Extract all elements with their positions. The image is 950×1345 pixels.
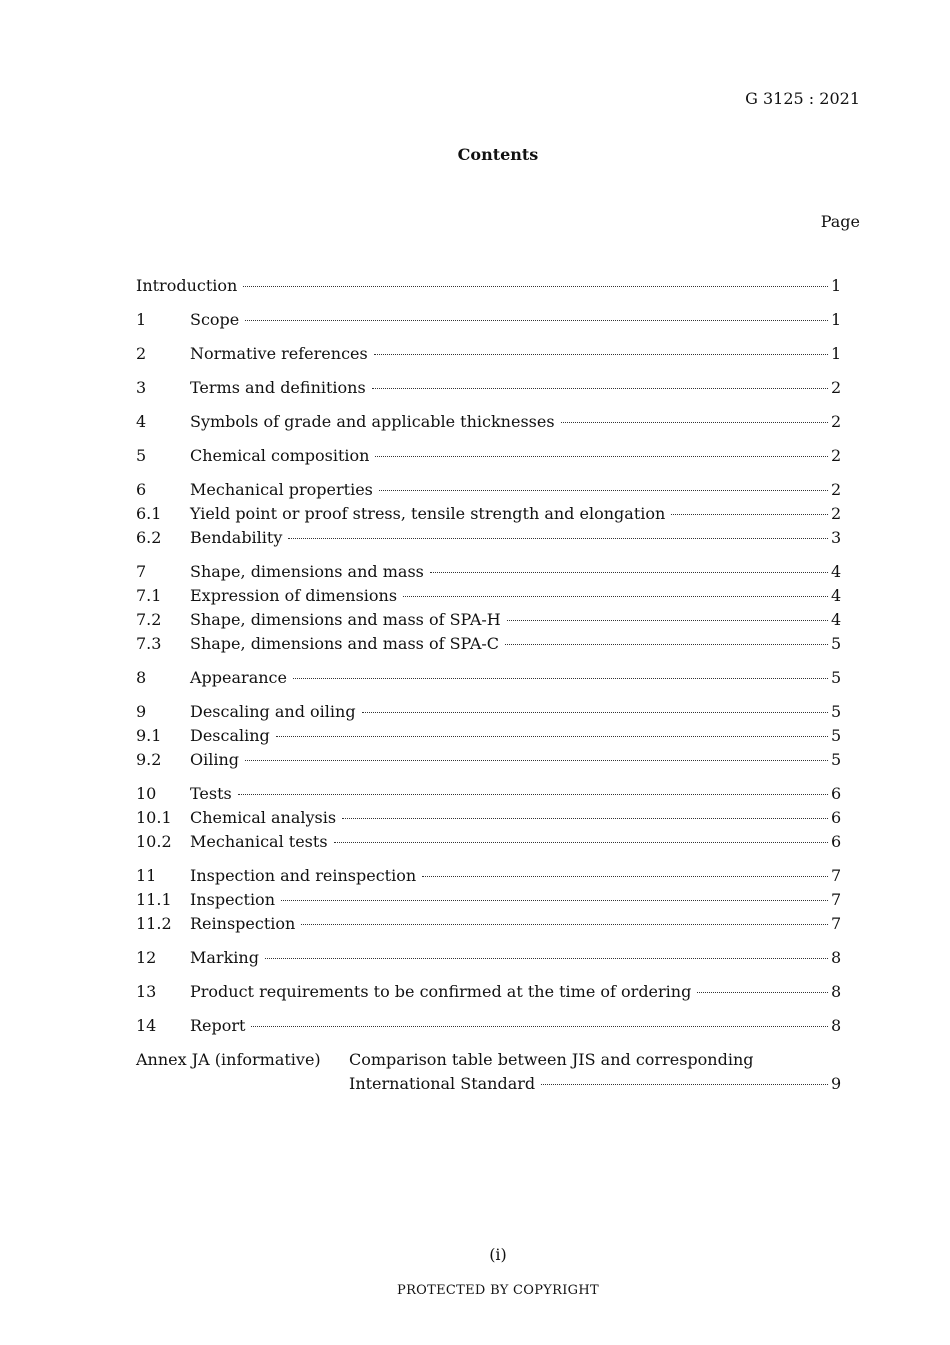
toc-entry-title: Inspection and reinspection bbox=[190, 866, 417, 885]
toc-entry-title: Normative references bbox=[190, 344, 368, 363]
toc-entry-page-number: 2 bbox=[831, 480, 842, 499]
toc-entry-number: 10.1 bbox=[136, 808, 172, 827]
toc-entry-title: Marking bbox=[190, 948, 259, 967]
toc-entry-title: Inspection bbox=[190, 890, 275, 909]
toc-entry-title: Descaling and oiling bbox=[190, 702, 356, 721]
copyright-notice: PROTECTED BY COPYRIGHT bbox=[397, 1283, 599, 1298]
toc-entry-number: 9.1 bbox=[136, 726, 162, 745]
toc-entry[interactable] bbox=[136, 702, 841, 726]
dot-leader bbox=[245, 760, 828, 761]
toc-entry[interactable] bbox=[136, 412, 841, 436]
toc-entry-number: 10 bbox=[136, 784, 157, 803]
annex-title-line2: International Standard bbox=[349, 1074, 536, 1093]
toc-entry-page-number: 6 bbox=[831, 784, 842, 803]
toc-entry-page-number: 2 bbox=[831, 378, 842, 397]
toc-entry-page-number: 1 bbox=[831, 310, 842, 329]
dot-leader bbox=[265, 958, 828, 959]
toc-entry-page-number: 5 bbox=[831, 750, 842, 769]
toc-entry-title: Symbols of grade and applicable thicknesses bbox=[190, 412, 555, 431]
toc-entry-page-number: 7 bbox=[831, 866, 842, 885]
toc-entry-page-number: 4 bbox=[831, 586, 842, 605]
toc-entry-number: 7.2 bbox=[136, 610, 162, 629]
toc-entry-title: Shape, dimensions and mass of SPA-H bbox=[190, 610, 501, 629]
toc-entry-page-number: 8 bbox=[831, 948, 842, 967]
toc-entry-page-number: 6 bbox=[831, 808, 842, 827]
annex-page-number: 9 bbox=[831, 1074, 842, 1093]
toc-entry[interactable] bbox=[136, 982, 841, 1006]
dot-leader bbox=[245, 320, 828, 321]
toc-entry-number: 13 bbox=[136, 982, 157, 1001]
toc-entry-number: 11 bbox=[136, 866, 157, 885]
toc-entry-title: Oiling bbox=[190, 750, 240, 769]
toc-entry[interactable] bbox=[136, 914, 841, 938]
toc-entry-number: 7.3 bbox=[136, 634, 162, 653]
toc-entry-page-number: 3 bbox=[831, 528, 842, 547]
toc-entry-title: Terms and definitions bbox=[190, 378, 366, 397]
toc-entry-title: Expression of dimensions bbox=[190, 586, 398, 605]
toc-entry[interactable] bbox=[136, 276, 841, 300]
toc-entry-page-number: 5 bbox=[831, 634, 842, 653]
toc-entry-title: Mechanical tests bbox=[190, 832, 328, 851]
toc-entry-number: 3 bbox=[136, 378, 147, 397]
toc-entry-number: 11.1 bbox=[136, 890, 172, 909]
toc-entry-page-number: 8 bbox=[831, 1016, 842, 1035]
dot-leader bbox=[375, 456, 828, 457]
toc-entry-page-number: 5 bbox=[831, 702, 842, 721]
toc-entry-number: 9 bbox=[136, 702, 147, 721]
toc-entry[interactable] bbox=[136, 784, 841, 808]
page-column-label: Page bbox=[820, 212, 860, 231]
toc-entry-title: Descaling bbox=[190, 726, 270, 745]
footer-page-number: (i) bbox=[489, 1245, 507, 1264]
toc-entry-page-number: 2 bbox=[831, 446, 842, 465]
toc-entry[interactable] bbox=[136, 808, 841, 832]
toc-entry-title: Appearance bbox=[190, 668, 287, 687]
toc-entry-title: Introduction bbox=[136, 276, 238, 295]
toc-entry-number: 1 bbox=[136, 310, 147, 329]
toc-entry-page-number: 6 bbox=[831, 832, 842, 851]
toc-entry[interactable] bbox=[136, 832, 841, 856]
toc-entry-number: 4 bbox=[136, 412, 147, 431]
toc-entry-title: Report bbox=[190, 1016, 246, 1035]
toc-entry[interactable] bbox=[136, 948, 841, 972]
toc-entry-page-number: 8 bbox=[831, 982, 842, 1001]
toc-entry[interactable] bbox=[136, 668, 841, 692]
toc-entry-number: 7.1 bbox=[136, 586, 162, 605]
toc-entry-title: Reinspection bbox=[190, 914, 296, 933]
toc-entry-title: Chemical analysis bbox=[190, 808, 337, 827]
toc-entry-title: Shape, dimensions and mass bbox=[190, 562, 424, 581]
toc-entry-page-number: 4 bbox=[831, 562, 842, 581]
toc-entry-number: 5 bbox=[136, 446, 147, 465]
toc-annex-entry[interactable] bbox=[136, 1050, 841, 1098]
toc-entry-page-number: 7 bbox=[831, 890, 842, 909]
toc-entry-page-number: 7 bbox=[831, 914, 842, 933]
dot-leader bbox=[362, 712, 828, 713]
toc-entry-title: Chemical composition bbox=[190, 446, 370, 465]
annex-title-line1: Comparison table between JIS and corresponding bbox=[349, 1050, 754, 1069]
toc-entry-number: 8 bbox=[136, 668, 147, 687]
dot-leader bbox=[281, 900, 828, 901]
toc-entry-number: 6 bbox=[136, 480, 147, 499]
toc-entry[interactable] bbox=[136, 1016, 841, 1040]
dot-leader bbox=[243, 286, 828, 287]
toc-entry[interactable] bbox=[136, 750, 841, 774]
annex-label: Annex JA (informative) bbox=[136, 1050, 321, 1069]
dot-leader bbox=[293, 678, 828, 679]
dot-leader bbox=[379, 490, 828, 491]
dot-leader bbox=[561, 422, 828, 423]
toc-entry-title: Shape, dimensions and mass of SPA-C bbox=[190, 634, 500, 653]
toc-entry[interactable] bbox=[136, 446, 841, 470]
dot-leader bbox=[301, 924, 828, 925]
toc-entry-title: Mechanical properties bbox=[190, 480, 373, 499]
page-title: Contents bbox=[457, 145, 539, 164]
dot-leader bbox=[507, 620, 828, 621]
toc-entry-number: 12 bbox=[136, 948, 157, 967]
toc-entry-title: Product requirements to be confirmed at the time of ordering bbox=[190, 982, 692, 1001]
document-id: G 3125 : 2021 bbox=[745, 89, 860, 108]
toc-entry-number: 14 bbox=[136, 1016, 157, 1035]
toc-entry[interactable] bbox=[136, 378, 841, 402]
toc-entry-page-number: 2 bbox=[831, 504, 842, 523]
toc-entry[interactable] bbox=[136, 866, 841, 890]
toc-entry-number: 10.2 bbox=[136, 832, 172, 851]
toc-entry-page-number: 4 bbox=[831, 610, 842, 629]
toc-entry[interactable] bbox=[136, 344, 841, 368]
toc-entry[interactable] bbox=[136, 890, 841, 914]
toc-entry-number: 7 bbox=[136, 562, 147, 581]
toc-entry-page-number: 1 bbox=[831, 344, 842, 363]
toc-entry-number: 2 bbox=[136, 344, 147, 363]
toc-entry-number: 9.2 bbox=[136, 750, 162, 769]
toc-entry[interactable] bbox=[136, 586, 841, 610]
toc-entry[interactable] bbox=[136, 480, 841, 504]
toc-entry-number: 11.2 bbox=[136, 914, 172, 933]
dot-leader bbox=[403, 596, 828, 597]
toc-entry[interactable] bbox=[136, 610, 841, 634]
toc-entry-page-number: 2 bbox=[831, 412, 842, 431]
dot-leader bbox=[671, 514, 828, 515]
dot-leader bbox=[276, 736, 828, 737]
dot-leader bbox=[697, 992, 828, 993]
toc-entry[interactable] bbox=[136, 726, 841, 750]
toc-entry-page-number: 5 bbox=[831, 668, 842, 687]
toc-entry-title: Tests bbox=[190, 784, 232, 803]
toc-entry-page-number: 5 bbox=[831, 726, 842, 745]
dot-leader bbox=[372, 388, 828, 389]
dot-leader bbox=[541, 1084, 828, 1085]
toc-entry[interactable] bbox=[136, 310, 841, 334]
toc-entry[interactable] bbox=[136, 504, 841, 528]
toc-entry[interactable] bbox=[136, 634, 841, 658]
toc-entry-number: 6.1 bbox=[136, 504, 162, 523]
toc-entry[interactable] bbox=[136, 562, 841, 586]
toc-entry-number: 6.2 bbox=[136, 528, 162, 547]
dot-leader bbox=[342, 818, 828, 819]
toc-entry-title: Yield point or proof stress, tensile strength and elongation bbox=[190, 504, 666, 523]
dot-leader bbox=[251, 1026, 828, 1027]
dot-leader bbox=[288, 538, 828, 539]
dot-leader bbox=[374, 354, 828, 355]
dot-leader bbox=[422, 876, 828, 877]
toc-entry[interactable] bbox=[136, 528, 841, 552]
toc-entry-title: Scope bbox=[190, 310, 240, 329]
dot-leader bbox=[505, 644, 828, 645]
toc-entry-title: Bendability bbox=[190, 528, 283, 547]
dot-leader bbox=[430, 572, 828, 573]
table-of-contents bbox=[136, 276, 841, 1098]
dot-leader bbox=[238, 794, 828, 795]
toc-entry-page-number: 1 bbox=[831, 276, 842, 295]
dot-leader bbox=[334, 842, 828, 843]
